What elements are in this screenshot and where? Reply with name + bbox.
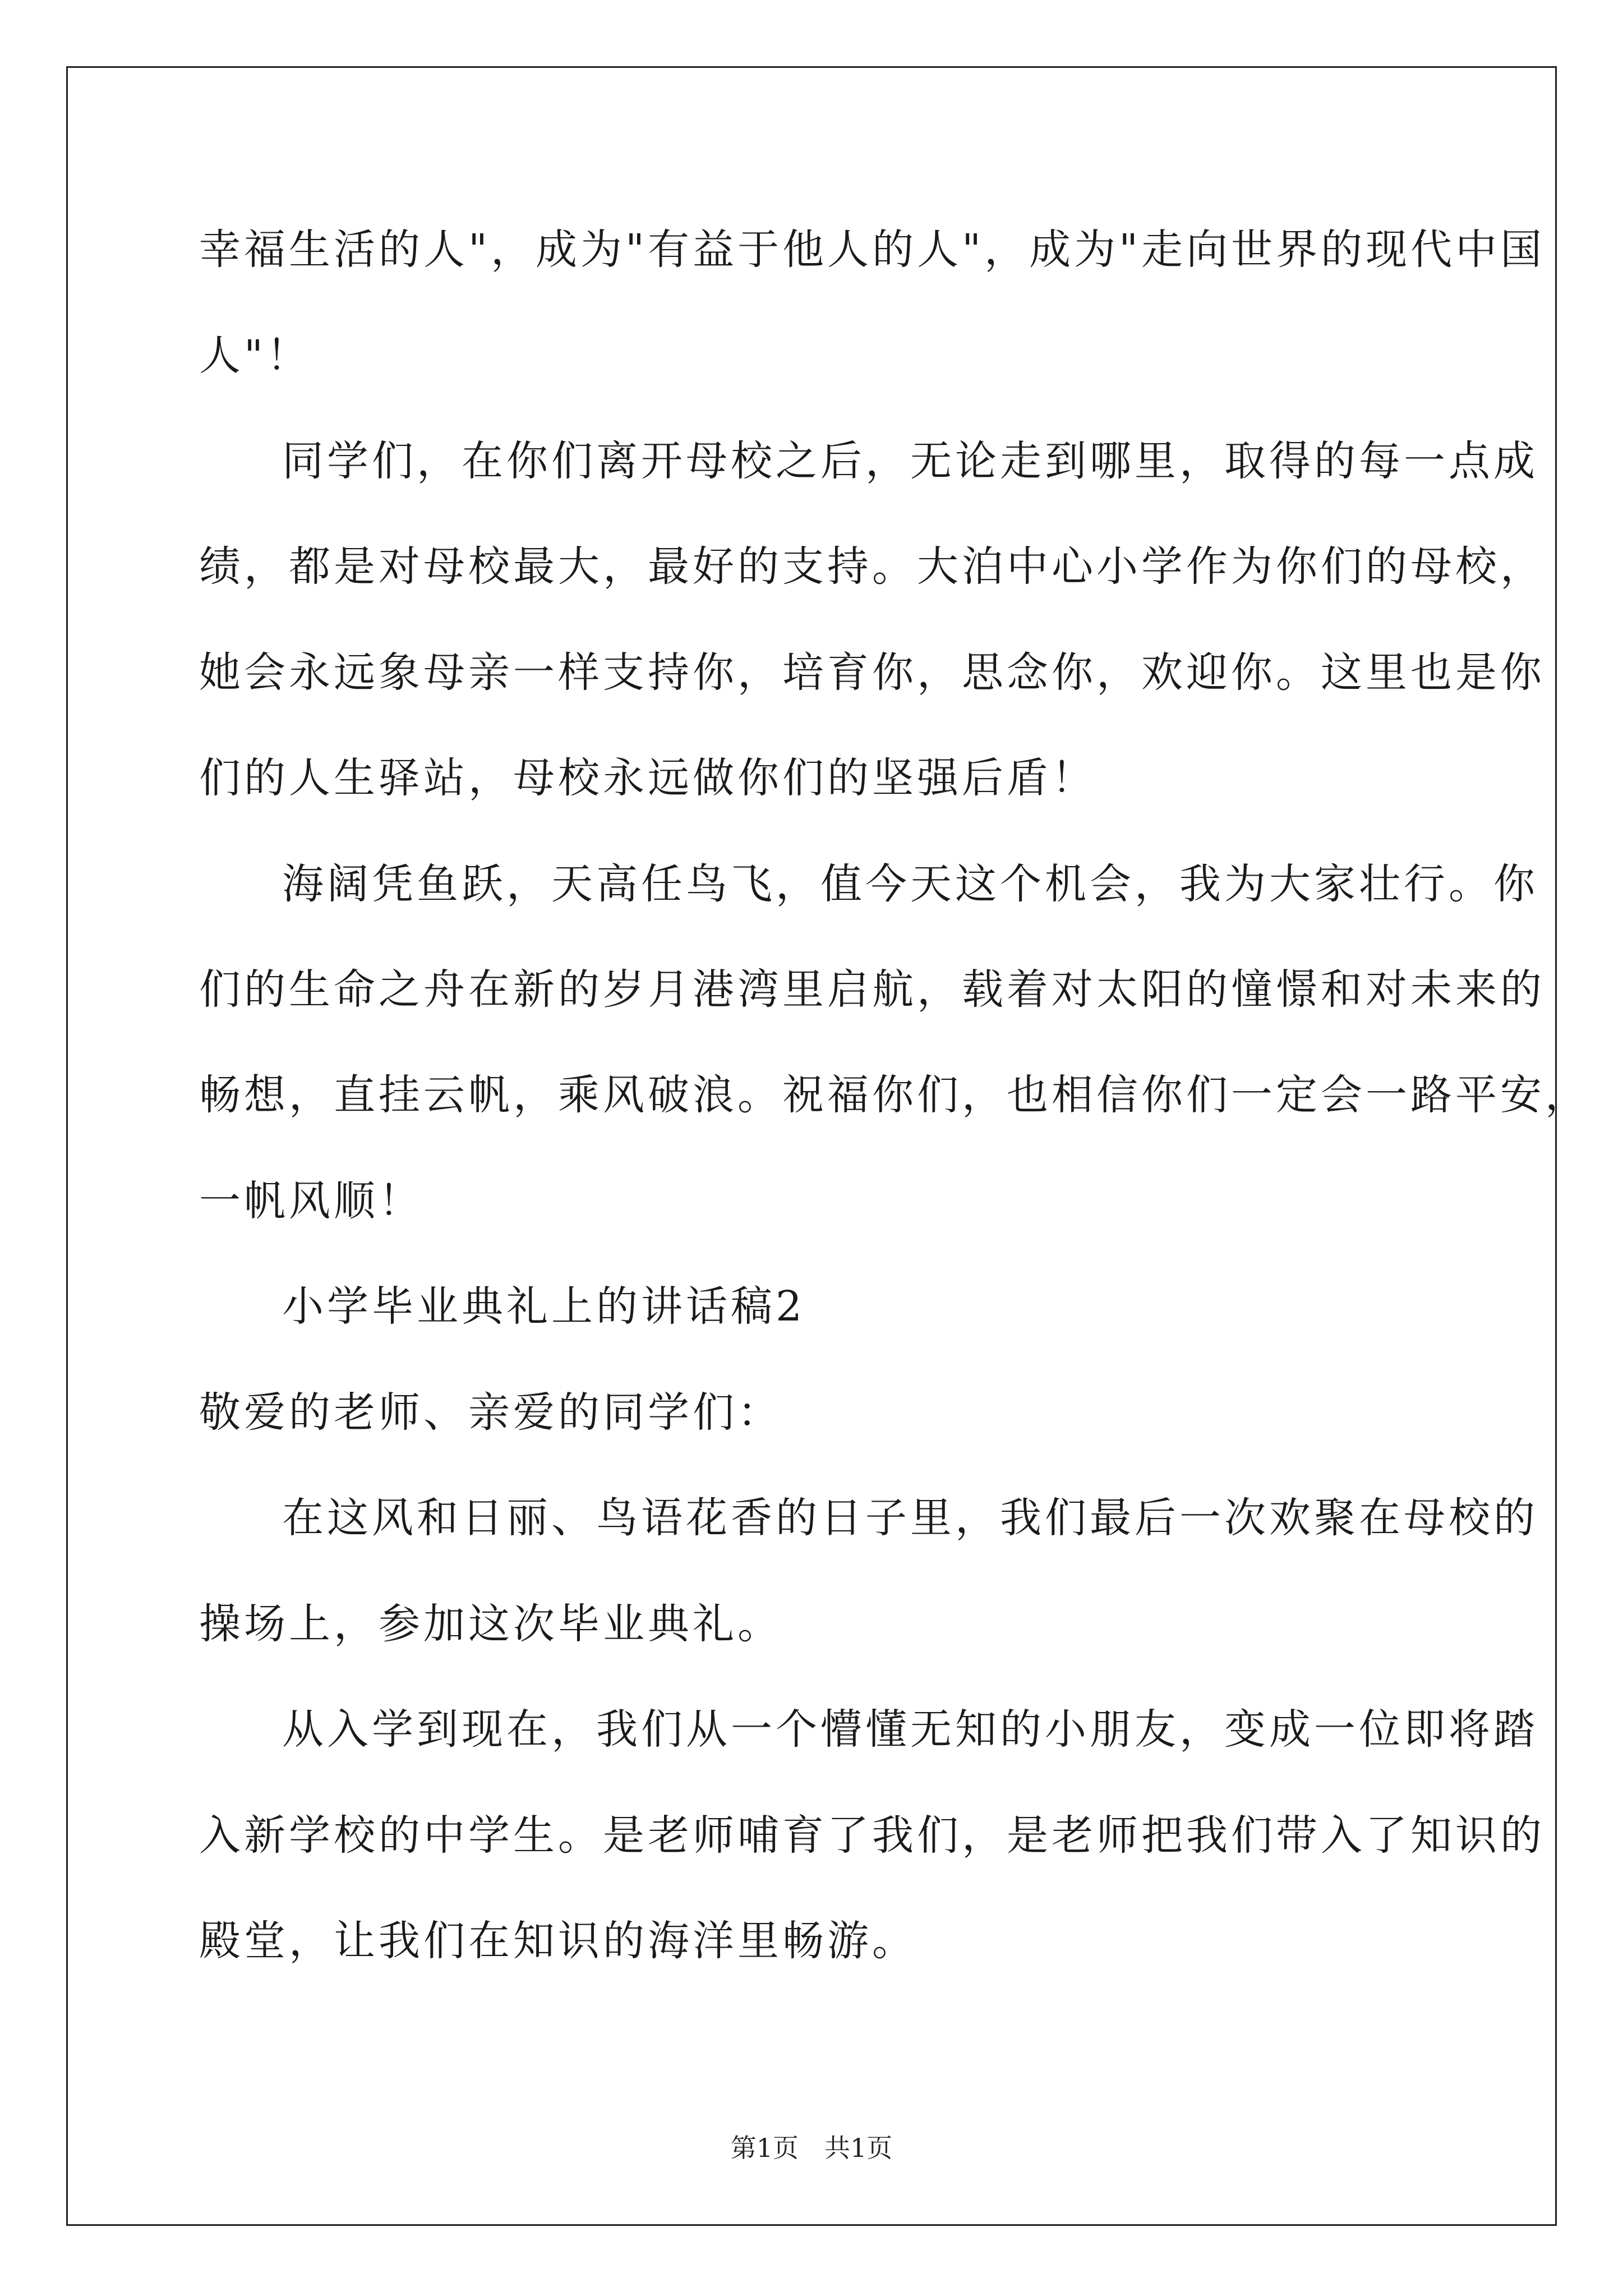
text-line: 们的人生驿站，母校永远做你们的坚强后盾！ [199, 754, 1096, 802]
text-line: 操场上，参加这次毕业典礼。 [199, 1600, 782, 1648]
text-line: 殿堂，让我们在知识的海洋里畅游。 [199, 1917, 917, 1965]
text-line: 人"！ [199, 332, 312, 380]
page-number: 第1页 共1页 [730, 2133, 893, 2163]
section-title: 小学毕业典礼上的讲话稿2 [282, 1282, 806, 1331]
text-line: 她会永远象母亲一样支持你，培育你，思念你，欢迎你。这里也是你 [199, 648, 1545, 697]
page-border [66, 66, 1557, 2226]
text-line: 幸福生活的人"，成为"有益于他人的人"，成为"走向世界的现代中国 [199, 226, 1546, 274]
text-line: 畅想，直挂云帆，乘风破浪。祝福你们，也相信你们一定会一路平安， [199, 1071, 1590, 1119]
paragraph-start: 在这风和日丽、鸟语花香的日子里，我们最后一次欢聚在母校的 [282, 1494, 1538, 1542]
text-line: 绩，都是对母校最大，最好的支持。大泊中心小学作为你们的母校， [199, 542, 1545, 591]
paragraph-start: 海阔凭鱼跃，天高任鸟飞，值今天这个机会，我为大家壮行。你 [282, 860, 1538, 908]
salutation: 敬爱的老师、亲爱的同学们： [199, 1388, 782, 1437]
paragraph-start: 同学们，在你们离开母校之后，无论走到哪里，取得的每一点成 [282, 437, 1538, 485]
paragraph-start: 从入学到现在，我们从一个懵懂无知的小朋友，变成一位即将踏 [282, 1705, 1538, 1754]
text-line: 入新学校的中学生。是老师哺育了我们，是老师把我们带入了知识的 [199, 1811, 1545, 1860]
text-line: 一帆风顺！ [199, 1177, 423, 1225]
text-line: 们的生命之舟在新的岁月港湾里启航，载着对太阳的憧憬和对未来的 [199, 965, 1545, 1014]
